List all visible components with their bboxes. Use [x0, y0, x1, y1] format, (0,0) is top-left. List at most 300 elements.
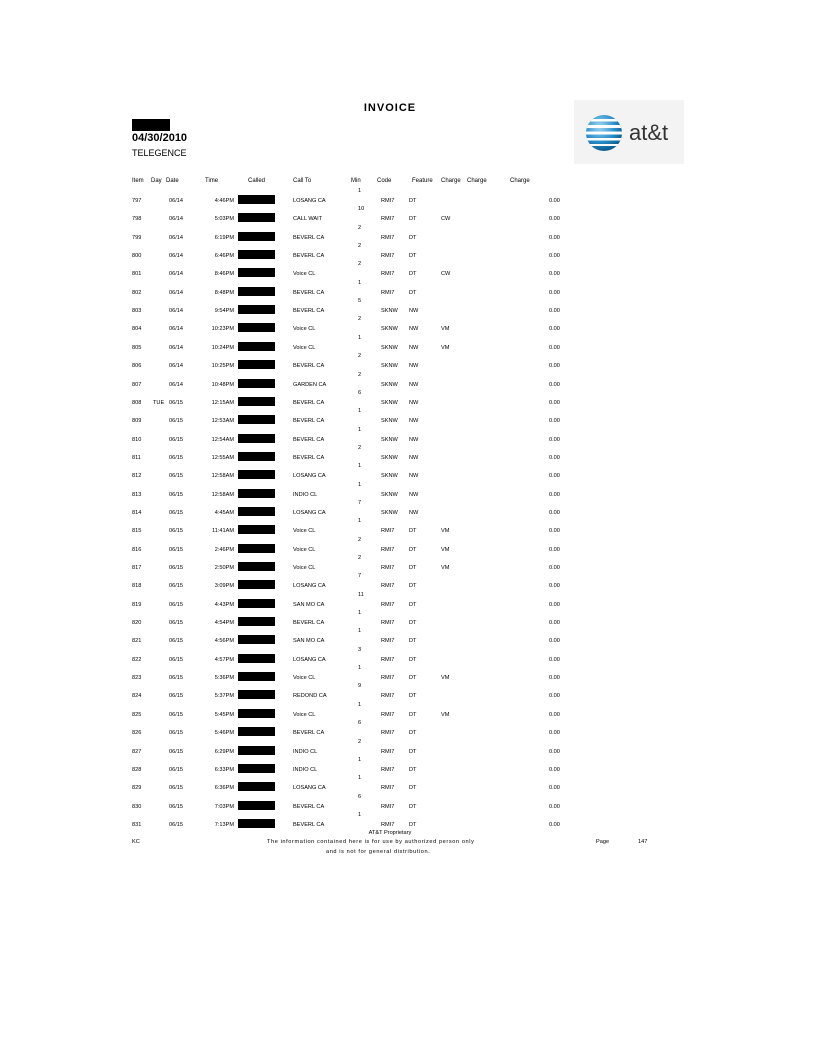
- call-date: 06/15: [169, 803, 183, 810]
- table-row: [0, 259, 816, 277]
- call-to: Voice CL: [293, 675, 316, 682]
- table-row: [0, 700, 816, 718]
- col-feature: Feature: [412, 178, 433, 184]
- call-to: BEVERL CA: [293, 436, 325, 443]
- rate-code: RMI7: [381, 271, 395, 278]
- called-number-redaction: [238, 287, 275, 296]
- charge-amount: 0.00: [549, 216, 560, 223]
- rate-code: RMI7: [381, 821, 395, 828]
- call-time: 5:03PM: [214, 216, 234, 223]
- call-date: 06/15: [169, 821, 183, 828]
- called-number-redaction: [238, 379, 275, 388]
- called-number-redaction: [238, 305, 275, 314]
- feature: NW: [409, 326, 419, 333]
- called-number-redaction: [238, 397, 275, 406]
- feature: NW: [409, 344, 419, 351]
- item-number: 818: [132, 583, 142, 590]
- call-date: 06/15: [169, 546, 183, 553]
- minutes: 7: [358, 499, 362, 506]
- call-to: LOSANG CA: [293, 583, 326, 590]
- rate-code: SKNW: [381, 436, 398, 443]
- rate-code: SKNW: [381, 454, 398, 461]
- charge-code: VM: [441, 565, 450, 571]
- call-date: 06/14: [169, 381, 183, 388]
- call-to: Voice CL: [293, 565, 316, 571]
- call-to: BEVERL CA: [293, 363, 325, 370]
- rate-code: RMI7: [381, 198, 395, 204]
- call-date: 06/15: [169, 620, 183, 627]
- att-logo: [574, 100, 684, 164]
- table-row: [0, 755, 816, 773]
- minutes: 1: [358, 408, 362, 415]
- call-date: 06/15: [169, 693, 183, 700]
- table-row: [0, 241, 816, 259]
- table-row: [0, 278, 816, 296]
- rate-code: RMI7: [381, 253, 395, 260]
- item-number: 799: [132, 234, 142, 241]
- call-time: 12:53AM: [211, 418, 234, 425]
- call-date: 06/15: [169, 528, 183, 535]
- called-number-redaction: [238, 360, 275, 369]
- charge-amount: 0.00: [549, 528, 560, 535]
- call-time: 4:54PM: [214, 620, 234, 627]
- table-row: [0, 314, 816, 332]
- feature: DT: [409, 528, 417, 535]
- call-time: 4:43PM: [214, 601, 234, 608]
- item-number: 823: [132, 675, 142, 682]
- rate-code: SKNW: [381, 381, 398, 388]
- called-number-redaction: [238, 599, 275, 608]
- charge-amount: 0.00: [549, 473, 560, 480]
- call-to: Voice CL: [293, 271, 316, 278]
- charge-code: VM: [441, 528, 450, 535]
- called-number-redaction: [238, 654, 275, 663]
- table-row: [0, 773, 816, 791]
- call-time: 7:03PM: [214, 803, 234, 810]
- rate-code: RMI7: [381, 583, 395, 590]
- table-row: [0, 186, 816, 204]
- called-number-redaction: [238, 617, 275, 626]
- charge-amount: 0.00: [549, 565, 560, 571]
- rate-code: RMI7: [381, 766, 395, 773]
- item-number: 807: [132, 381, 142, 388]
- item-number: 812: [132, 473, 142, 480]
- call-date: 06/15: [169, 766, 183, 773]
- feature: NW: [409, 454, 419, 461]
- charge-amount: 0.00: [549, 271, 560, 278]
- rate-code: RMI7: [381, 620, 395, 627]
- minutes: 2: [358, 536, 362, 543]
- col-min: Min: [351, 178, 361, 184]
- item-number: 798: [132, 216, 142, 223]
- feature: DT: [409, 216, 417, 223]
- feature: DT: [409, 766, 417, 773]
- minutes: 2: [358, 353, 362, 360]
- call-to: LOSANG CA: [293, 509, 326, 516]
- call-to: Voice CL: [293, 711, 316, 718]
- feature: NW: [409, 363, 419, 370]
- charge-amount: 0.00: [549, 399, 560, 406]
- call-time: 4:45AM: [214, 509, 234, 516]
- called-number-redaction: [238, 782, 275, 791]
- feature: DT: [409, 289, 417, 296]
- call-to: BEVERL CA: [293, 234, 325, 241]
- called-number-redaction: [238, 195, 275, 204]
- call-date: 06/14: [169, 198, 183, 204]
- rate-code: RMI7: [381, 234, 395, 241]
- table-row: [0, 663, 816, 681]
- footer-code: KC: [132, 839, 140, 845]
- table-row: [0, 718, 816, 736]
- call-time: 6:46PM: [214, 253, 234, 260]
- called-number-redaction: [238, 635, 275, 644]
- footer-notice-2: and is not for general distribution.: [326, 849, 431, 855]
- item-number: 817: [132, 565, 142, 571]
- feature: DT: [409, 656, 417, 663]
- minutes: 1: [358, 775, 362, 782]
- call-time: 11:41AM: [212, 528, 234, 535]
- charge-code: CW: [441, 216, 451, 223]
- minutes: 11: [358, 591, 364, 598]
- call-to: BEVERL CA: [293, 418, 325, 425]
- item-number: 816: [132, 546, 142, 553]
- call-to: REDOND CA: [293, 693, 327, 700]
- table-row: [0, 388, 816, 406]
- call-to: LOSANG CA: [293, 198, 326, 204]
- called-number-redaction: [238, 213, 275, 222]
- call-date: 06/15: [169, 748, 183, 755]
- call-to: BEVERL CA: [293, 803, 325, 810]
- call-time: 8:46PM: [214, 271, 234, 278]
- col-charge-2: Charge: [467, 178, 487, 184]
- table-row: [0, 223, 816, 241]
- rate-code: SKNW: [381, 363, 398, 370]
- call-date: 06/15: [169, 565, 183, 571]
- invoice-title: INVOICE: [363, 102, 417, 114]
- called-number-redaction: [238, 489, 275, 498]
- call-time: 2:46PM: [214, 546, 234, 553]
- minutes: 9: [358, 683, 362, 690]
- table-row: [0, 296, 816, 314]
- call-to: Voice CL: [293, 344, 316, 351]
- minutes: 1: [358, 756, 362, 763]
- rate-code: RMI7: [381, 565, 395, 571]
- minutes: 7: [358, 573, 362, 580]
- col-date: Date: [166, 178, 179, 184]
- call-time: 6:19PM: [214, 234, 234, 241]
- minutes: 2: [358, 555, 362, 561]
- item-number: 811: [132, 454, 141, 461]
- feature: NW: [409, 509, 419, 516]
- feature: DT: [409, 638, 417, 645]
- day-of-week: TUE: [153, 399, 165, 406]
- called-number-redaction: [238, 323, 275, 332]
- page-label: Page: [596, 839, 610, 845]
- call-time: 2:50PM: [214, 565, 234, 571]
- item-number: 826: [132, 730, 142, 737]
- call-to: LOSANG CA: [293, 473, 326, 480]
- feature: DT: [409, 693, 417, 700]
- minutes: 2: [358, 316, 362, 323]
- called-number-redaction: [238, 507, 275, 516]
- minutes: 1: [358, 610, 362, 617]
- call-time: 4:46PM: [214, 198, 234, 204]
- table-row: [0, 737, 816, 755]
- item-number: 815: [132, 528, 142, 535]
- charge-amount: 0.00: [549, 418, 560, 425]
- minutes: 6: [358, 720, 362, 727]
- call-time: 12:55AM: [211, 454, 234, 461]
- feature: NW: [409, 418, 419, 425]
- item-number: 819: [132, 601, 142, 608]
- call-time: 4:57PM: [214, 656, 234, 663]
- call-time: 4:56PM: [214, 638, 234, 645]
- call-time: 5:46PM: [214, 730, 234, 737]
- charge-amount: 0.00: [549, 454, 560, 461]
- globe-icon: [582, 115, 626, 151]
- charge-amount: 0.00: [549, 785, 560, 792]
- item-number: 831: [132, 821, 142, 828]
- feature: DT: [409, 601, 417, 608]
- rate-code: SKNW: [381, 344, 398, 351]
- table-row: [0, 516, 816, 534]
- rate-code: RMI7: [381, 730, 395, 737]
- item-number: 825: [132, 711, 142, 718]
- called-number-redaction: [238, 525, 275, 534]
- minutes: 2: [358, 224, 362, 231]
- charge-code: CW: [441, 271, 451, 278]
- call-date: 06/14: [169, 344, 183, 351]
- call-date: 06/15: [169, 785, 183, 792]
- minutes: 6: [358, 793, 362, 800]
- call-date: 06/15: [169, 509, 183, 516]
- called-number-redaction: [238, 672, 275, 681]
- charge-amount: 0.00: [549, 675, 560, 682]
- called-number-redaction: [238, 434, 275, 443]
- minutes: 3: [358, 646, 362, 653]
- call-date: 06/15: [169, 473, 183, 480]
- table-row: [0, 645, 816, 663]
- minutes: 1: [358, 518, 362, 525]
- call-time: 10:25PM: [211, 363, 234, 370]
- minutes: 2: [358, 261, 362, 268]
- col-code: Code: [377, 178, 392, 184]
- item-number: 830: [132, 803, 142, 810]
- charge-amount: 0.00: [549, 234, 560, 241]
- rate-code: SKNW: [381, 491, 398, 498]
- minutes: 1: [358, 811, 362, 818]
- item-number: 805: [132, 344, 142, 351]
- minutes: 1: [358, 188, 362, 194]
- feature: DT: [409, 730, 417, 737]
- call-time: 6:33PM: [214, 766, 234, 773]
- called-number-redaction: [238, 452, 275, 461]
- call-date: 06/14: [169, 289, 183, 296]
- item-number: 801: [132, 271, 142, 278]
- charge-amount: 0.00: [549, 821, 560, 828]
- call-date: 06/15: [169, 711, 183, 718]
- call-to: BEVERL CA: [293, 620, 325, 627]
- call-time: 10:23PM: [211, 326, 234, 333]
- call-date: 06/14: [169, 216, 183, 223]
- call-date: 06/15: [169, 436, 183, 443]
- call-date: 06/15: [169, 399, 183, 406]
- feature: DT: [409, 234, 417, 241]
- feature: NW: [409, 399, 419, 406]
- rate-code: RMI7: [381, 693, 395, 700]
- call-time: 5:37PM: [214, 693, 234, 700]
- rate-code: RMI7: [381, 675, 395, 682]
- col-item: Item: [132, 178, 144, 184]
- rate-code: RMI7: [381, 546, 395, 553]
- call-date: 06/15: [169, 454, 183, 461]
- minutes: 2: [358, 738, 362, 745]
- table-row: [0, 626, 816, 644]
- call-date: 06/15: [169, 601, 183, 608]
- called-number-redaction: [238, 268, 275, 277]
- called-number-redaction: [238, 801, 275, 810]
- charge-amount: 0.00: [549, 803, 560, 810]
- feature: DT: [409, 198, 417, 204]
- item-number: 804: [132, 326, 142, 333]
- call-to: LOSANG CA: [293, 785, 326, 792]
- called-number-redaction: [238, 544, 275, 553]
- called-number-redaction: [238, 709, 275, 718]
- feature: DT: [409, 583, 417, 590]
- charge-amount: 0.00: [549, 656, 560, 663]
- feature: DT: [409, 821, 417, 828]
- charge-amount: 0.00: [549, 546, 560, 553]
- minutes: 1: [358, 665, 362, 672]
- minutes: 2: [358, 371, 362, 378]
- call-date: 06/15: [169, 491, 183, 498]
- table-row: [0, 535, 816, 553]
- rate-code: SKNW: [381, 399, 398, 406]
- call-to: LOSANG CA: [293, 656, 326, 663]
- call-date: 06/15: [169, 418, 183, 425]
- call-date: 06/15: [169, 730, 183, 737]
- minutes: 1: [358, 334, 362, 341]
- feature: DT: [409, 620, 417, 627]
- call-date: 06/15: [169, 638, 183, 645]
- charge-code: VM: [441, 675, 450, 682]
- call-time: 5:45PM: [214, 711, 234, 718]
- feature: NW: [409, 436, 419, 443]
- called-number-redaction: [238, 415, 275, 424]
- call-date: 06/15: [169, 675, 183, 682]
- call-date: 06/14: [169, 271, 183, 278]
- feature: DT: [409, 748, 417, 755]
- table-row: [0, 333, 816, 351]
- company-name: TELEGENCE: [132, 148, 187, 158]
- called-number-redaction: [238, 470, 275, 479]
- table-row: [0, 810, 816, 828]
- item-number: 806: [132, 363, 142, 370]
- col-call-to: Call To: [293, 178, 312, 184]
- table-row: [0, 370, 816, 388]
- item-number: 797: [132, 198, 142, 204]
- rate-code: SKNW: [381, 473, 398, 480]
- item-number: 803: [132, 308, 142, 315]
- item-number: 829: [132, 785, 142, 792]
- charge-amount: 0.00: [549, 326, 560, 333]
- charge-amount: 0.00: [549, 436, 560, 443]
- call-to: BEVERL CA: [293, 730, 325, 737]
- charge-amount: 0.00: [549, 730, 560, 737]
- call-to: INDIO CL: [293, 491, 318, 498]
- minutes: 1: [358, 426, 362, 433]
- call-to: CALL WAIT: [293, 216, 323, 223]
- rate-code: RMI7: [381, 638, 395, 645]
- call-date: 06/14: [169, 308, 183, 315]
- table-row: [0, 590, 816, 608]
- call-date: 06/14: [169, 234, 183, 241]
- table-row: [0, 498, 816, 516]
- feature: DT: [409, 711, 417, 718]
- minutes: 6: [358, 389, 362, 396]
- charge-amount: 0.00: [549, 693, 560, 700]
- called-number-redaction: [238, 690, 275, 699]
- table-row: [0, 608, 816, 626]
- rate-code: SKNW: [381, 509, 398, 516]
- charge-amount: 0.00: [549, 308, 560, 315]
- call-time: 6:36PM: [214, 785, 234, 792]
- feature: DT: [409, 271, 417, 278]
- called-number-redaction: [238, 232, 275, 241]
- called-number-redaction: [238, 746, 275, 755]
- rate-code: SKNW: [381, 308, 398, 315]
- item-number: 813: [132, 491, 142, 498]
- call-to: INDIO CL: [293, 748, 318, 755]
- called-number-redaction: [238, 819, 275, 828]
- charge-amount: 0.00: [549, 711, 560, 718]
- call-time: 7:13PM: [214, 821, 234, 828]
- call-to: SAN MO CA: [293, 601, 325, 608]
- table-row: [0, 571, 816, 589]
- col-charge-3: Charge: [510, 178, 530, 184]
- charge-amount: 0.00: [549, 583, 560, 590]
- charge-amount: 0.00: [549, 253, 560, 260]
- table-row: [0, 681, 816, 699]
- item-number: 802: [132, 289, 142, 296]
- called-number-redaction: [238, 342, 275, 351]
- rate-code: RMI7: [381, 711, 395, 718]
- item-number: 827: [132, 748, 142, 755]
- minutes: 1: [358, 279, 362, 286]
- minutes: 1: [358, 701, 362, 708]
- call-time: 10:48PM: [211, 381, 234, 388]
- charge-amount: 0.00: [549, 289, 560, 296]
- feature: DT: [409, 253, 417, 260]
- charge-amount: 0.00: [549, 638, 560, 645]
- called-number-redaction: [238, 764, 275, 773]
- rate-code: RMI7: [381, 528, 395, 535]
- footer-notice-1: The information contained here is for use by authorized person only: [267, 839, 475, 845]
- call-time: 10:24PM: [211, 344, 234, 351]
- call-to: Voice CL: [293, 546, 316, 553]
- col-day: Day: [151, 178, 162, 184]
- called-number-redaction: [238, 562, 275, 571]
- call-to: BEVERL CA: [293, 289, 325, 296]
- minutes: 1: [358, 628, 362, 635]
- feature: NW: [409, 473, 419, 480]
- page-number: 147: [638, 839, 648, 845]
- charge-amount: 0.00: [549, 620, 560, 627]
- charge-amount: 0.00: [549, 198, 560, 204]
- charge-amount: 0.00: [549, 766, 560, 773]
- call-time: 12:54AM: [211, 436, 234, 443]
- charge-amount: 0.00: [549, 363, 560, 370]
